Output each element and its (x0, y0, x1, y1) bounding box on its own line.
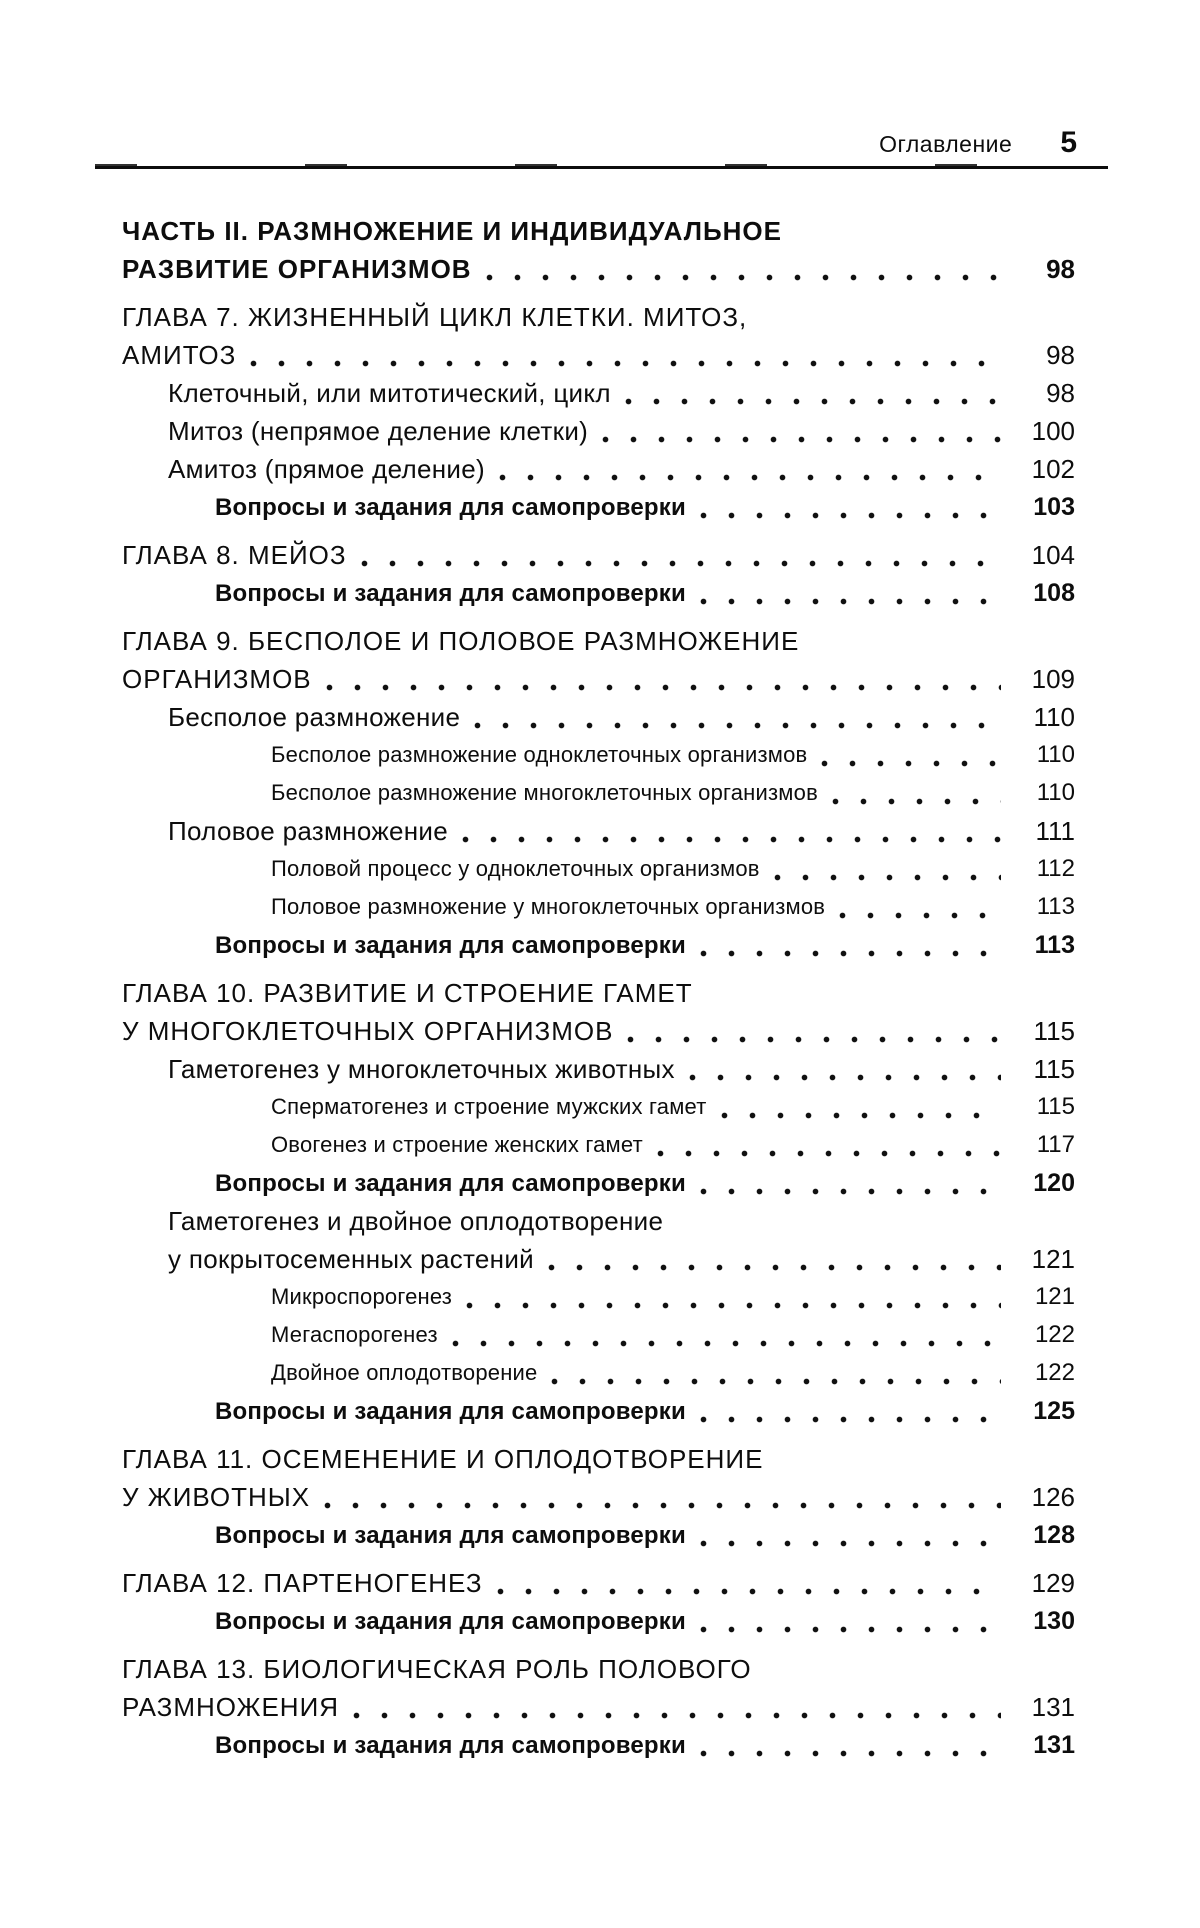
toc-entry (122, 736, 1075, 774)
toc-entry (122, 698, 1075, 736)
toc-entry-title: Вопросы и задания для самопроверки (215, 1522, 686, 1549)
toc-entry-page-number: 103 (1033, 493, 1075, 521)
toc-entry-page-number: 117 (1036, 1131, 1075, 1158)
toc-entry-title: ГЛАВА 12. ПАРТЕНОГЕНЕЗ (122, 1568, 483, 1598)
header-rule (95, 166, 1108, 169)
dot-leader (310, 1478, 1013, 1516)
toc-entry-title: АМИТОЗ (122, 340, 237, 370)
dot-leader (438, 1316, 1013, 1354)
toc-entry-row (215, 1602, 1075, 1640)
dot-leader (686, 1164, 1013, 1202)
toc-entry-title: Вопросы и задания для самопроверки (215, 580, 686, 607)
toc-entry-title: ГЛАВА 10. РАЗВИТИЕ И СТРОЕНИЕ ГАМЕТ (122, 978, 693, 1008)
dot-leader (537, 1354, 1013, 1392)
toc-entry-page-number: 109 (1031, 664, 1075, 694)
toc-entry-title: Вопросы и задания для самопроверки (215, 1398, 686, 1425)
toc-entry-page-number: 113 (1036, 893, 1075, 920)
toc-entry-title: Двойное оплодотворение (271, 1360, 538, 1385)
toc-entry (122, 374, 1075, 412)
dot-leader (643, 1126, 1013, 1164)
toc-entry (122, 774, 1075, 812)
toc-entry-page-number: 120 (1033, 1169, 1075, 1197)
dot-leader (236, 336, 1013, 374)
toc-entry-line (122, 974, 1075, 1012)
dot-leader (483, 1564, 1013, 1602)
toc-entry-page-number: 122 (1034, 1359, 1075, 1386)
toc-entry-title: РАЗВИТИЕ ОРГАНИЗМОВ (122, 254, 472, 284)
toc-entry (122, 1202, 1075, 1278)
toc-entry-page-number: 110 (1033, 702, 1075, 732)
toc-entry (122, 1354, 1075, 1392)
toc-entry (122, 1126, 1075, 1164)
toc-entry-title: ГЛАВА 9. БЕСПОЛОЕ И ПОЛОВОЕ РАЗМНОЖЕНИЕ (122, 626, 800, 656)
toc-entry-row (271, 888, 1075, 926)
toc-entry-page-number: 111 (1035, 816, 1075, 846)
toc-entry (122, 1164, 1075, 1202)
dot-leader (760, 850, 1013, 888)
toc-entry-row (168, 698, 1075, 736)
toc-entry (122, 574, 1075, 612)
toc-entry-row (168, 1050, 1075, 1088)
toc-entry-row (168, 450, 1075, 488)
toc-entry-title: ГЛАВА 7. ЖИЗНЕННЫЙ ЦИКЛ КЛЕТКИ. МИТОЗ, (122, 302, 748, 332)
toc-entry-title: у покрытосеменных растений (168, 1244, 534, 1274)
toc-entry (122, 888, 1075, 926)
toc-entry-page-number: 126 (1031, 1482, 1075, 1512)
toc-entry-row (271, 1316, 1075, 1354)
toc-entry (122, 1392, 1075, 1430)
toc-entry-page-number: 110 (1036, 779, 1075, 806)
toc-entry (122, 926, 1075, 964)
toc-entry-title: Овогенез и строение женских гамет (271, 1132, 643, 1157)
dot-leader (675, 1050, 1013, 1088)
toc-entry (122, 536, 1075, 574)
toc-entry-row (168, 374, 1075, 412)
toc-entry-line (122, 622, 1075, 660)
toc-entry-page-number: 121 (1031, 1244, 1075, 1274)
toc-entry-row (215, 1164, 1075, 1202)
dot-leader (613, 1012, 1013, 1050)
toc-entry-row (122, 1564, 1075, 1602)
toc-entry (122, 812, 1075, 850)
toc-entry (122, 1050, 1075, 1088)
dot-leader (807, 736, 1013, 774)
toc-entry-row (215, 1516, 1075, 1554)
dot-leader (460, 698, 1013, 736)
dot-leader (686, 1516, 1013, 1554)
toc-entry-row (122, 1478, 1075, 1516)
toc-entry-title: У МНОГОКЛЕТОЧНЫХ ОРГАНИЗМОВ (122, 1016, 614, 1046)
toc-entry-title: Вопросы и задания для самопроверки (215, 1170, 686, 1197)
toc-entry-row (271, 1088, 1075, 1126)
toc-entry-line (168, 1202, 1075, 1240)
toc-entry-row (122, 536, 1075, 574)
toc-entry-title: Клеточный, или митотический, цикл (168, 378, 611, 408)
toc-entry (122, 298, 1075, 374)
toc-entry-title: Митоз (непрямое деление клетки) (168, 416, 589, 446)
toc-entry-page-number: 108 (1033, 579, 1075, 607)
toc-entry-line (122, 1440, 1075, 1478)
toc-entry-title: Вопросы и задания для самопроверки (215, 494, 686, 521)
toc-entry (122, 1650, 1075, 1726)
toc-entry-title: ГЛАВА 8. МЕЙОЗ (122, 540, 347, 570)
dot-leader (448, 812, 1013, 850)
toc-entry-page-number: 104 (1031, 540, 1075, 570)
toc-entry-title: ЧАСТЬ II. РАЗМНОЖЕНИЕ И ИНДИВИДУАЛЬНОЕ (122, 216, 782, 246)
toc-entry-row (271, 1126, 1075, 1164)
toc-entry (122, 488, 1075, 526)
toc-entry-page-number: 130 (1033, 1607, 1075, 1635)
dot-leader (534, 1240, 1013, 1278)
toc-entry (122, 1278, 1075, 1316)
toc-entry-title: Вопросы и задания для самопроверки (215, 1608, 686, 1635)
page-number: 5 (1060, 126, 1077, 159)
toc-entry-page-number: 98 (1046, 254, 1075, 284)
toc-entry (122, 850, 1075, 888)
toc-entry (122, 622, 1075, 698)
toc-entry-page-number: 125 (1033, 1397, 1075, 1425)
toc-entry-row (168, 1240, 1075, 1278)
toc-entry-page-number: 110 (1036, 741, 1075, 768)
toc-entry-page-number: 98 (1046, 340, 1075, 370)
dot-leader (588, 412, 1013, 450)
dot-leader (686, 1602, 1013, 1640)
toc-entry (122, 1088, 1075, 1126)
toc-entry-title: ГЛАВА 11. ОСЕМЕНЕНИЕ И ОПЛОДОТВОРЕНИЕ (122, 1444, 764, 1474)
dot-leader (347, 536, 1013, 574)
dot-leader (818, 774, 1013, 812)
toc-entry-row (168, 812, 1075, 850)
toc-entry-title: Микроспорогенез (271, 1284, 453, 1309)
toc-entry (122, 1440, 1075, 1516)
toc-entry-title: Гаметогенез и двойное оплодотворение (168, 1206, 664, 1236)
toc-entry-page-number: 98 (1046, 378, 1075, 408)
dot-leader (312, 660, 1013, 698)
toc-entry (122, 1602, 1075, 1640)
toc-entry-page-number: 115 (1033, 1054, 1075, 1084)
toc-entry-page-number: 122 (1034, 1321, 1075, 1348)
toc-entry-page-number: 115 (1036, 1093, 1075, 1120)
dot-leader (825, 888, 1013, 926)
dot-leader (686, 1726, 1013, 1764)
running-header (122, 126, 1077, 160)
toc-entry (122, 212, 1075, 288)
toc-entry-title: Сперматогенез и строение мужских гамет (271, 1094, 707, 1119)
toc-entry-page-number: 121 (1034, 1283, 1075, 1310)
toc-entry-row (215, 1392, 1075, 1430)
dot-leader (611, 374, 1013, 412)
toc-entry-page-number: 115 (1033, 1016, 1075, 1046)
toc-entry-title: Гаметогенез у многоклеточных животных (168, 1054, 675, 1084)
toc-entry (122, 412, 1075, 450)
toc-entry-row (215, 488, 1075, 526)
toc-entry (122, 974, 1075, 1050)
dot-leader (686, 574, 1013, 612)
toc-entry-row (122, 250, 1075, 288)
toc-entry (122, 1564, 1075, 1602)
toc-entry-title: Вопросы и задания для самопроверки (215, 1732, 686, 1759)
toc-entry-row (271, 850, 1075, 888)
toc-entry-row (122, 336, 1075, 374)
toc-entry-row (271, 1354, 1075, 1392)
dot-leader (686, 1392, 1013, 1430)
toc-entry-title: Амитоз (прямое деление) (168, 454, 485, 484)
toc-entry-title: ОРГАНИЗМОВ (122, 664, 312, 694)
toc-entry-page-number: 131 (1033, 1731, 1075, 1759)
dot-leader (686, 488, 1013, 526)
toc-entry (122, 1316, 1075, 1354)
toc-entry-row (271, 1278, 1075, 1316)
toc-list (122, 212, 1075, 1764)
toc-entry-row (122, 660, 1075, 698)
toc-entry-line (122, 1650, 1075, 1688)
dot-leader (686, 926, 1013, 964)
toc-entry-title: Мегаспорогенез (271, 1322, 438, 1347)
toc-entry-title: Половое размножение (168, 816, 449, 846)
toc-entry-page-number: 100 (1031, 416, 1075, 446)
dot-leader (339, 1688, 1013, 1726)
toc-entry-line (122, 212, 1075, 250)
toc-entry-row (168, 412, 1075, 450)
toc-entry-page-number: 128 (1033, 1521, 1075, 1549)
toc-entry-page-number: 129 (1031, 1568, 1075, 1598)
toc-entry-page-number: 113 (1034, 931, 1075, 959)
toc-entry-row (122, 1688, 1075, 1726)
toc-entry (122, 1726, 1075, 1764)
toc-entry-row (271, 774, 1075, 812)
toc-entry (122, 450, 1075, 488)
dot-leader (452, 1278, 1013, 1316)
toc-entry-row (215, 1726, 1075, 1764)
toc-entry-page-number: 112 (1036, 855, 1075, 882)
toc-entry-row (271, 736, 1075, 774)
toc-entry-page-number: 131 (1031, 1692, 1075, 1722)
toc-entry-title: Вопросы и задания для самопроверки (215, 932, 686, 959)
toc-entry-row (215, 926, 1075, 964)
toc-entry-row (122, 1012, 1075, 1050)
toc-entry-title: Бесполое размножение многоклеточных организмов (271, 780, 818, 805)
toc-entry-title: Бесполое размножение (168, 702, 461, 732)
toc-entry-title: Бесполое размножение одноклеточных организмов (271, 742, 808, 767)
toc-entry (122, 1516, 1075, 1554)
toc-entry-title: У ЖИВОТНЫХ (122, 1482, 311, 1512)
toc-entry-page-number: 102 (1031, 454, 1075, 484)
dot-leader (707, 1088, 1013, 1126)
toc-entry-line (122, 298, 1075, 336)
toc-entry-title: Половое размножение у многоклеточных организмов (271, 894, 826, 919)
running-header-title: Оглавление (879, 131, 1013, 157)
toc-entry-row (215, 574, 1075, 612)
toc-entry-title: ГЛАВА 13. БИОЛОГИЧЕСКАЯ РОЛЬ ПОЛОВОГО (122, 1654, 752, 1684)
toc-entry-title: РАЗМНОЖЕНИЯ (122, 1692, 340, 1722)
dot-leader (485, 450, 1013, 488)
toc-entry-title: Половой процесс у одноклеточных организмов (271, 856, 760, 881)
dot-leader (472, 250, 1013, 288)
